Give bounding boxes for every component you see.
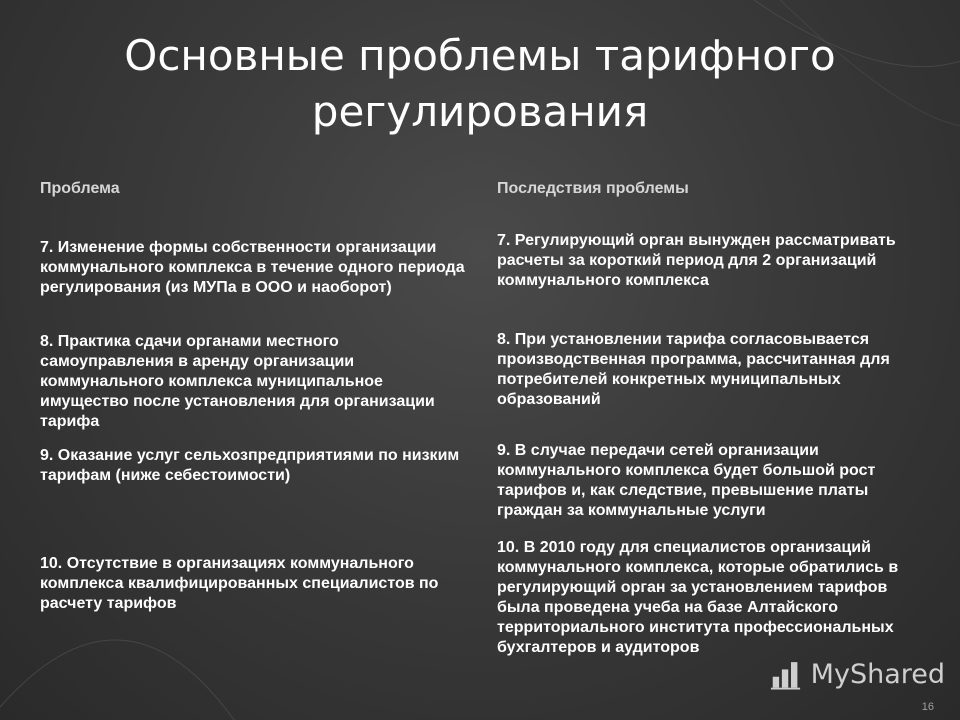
problem-item-7: 7. Изменение формы собственности организации коммунального комплекса в течение одного периода регулирования (из МУПа в ООО и наоборот) [40,239,465,296]
watermark-logo [770,653,945,695]
consequence-item-9: 9. В случае передачи сетей организации коммунального комплекса будет большой рост тарифов и, как следствие, превышение платы граждан за коммунальные услуги [497,442,876,519]
problem-item-9: 9. Оказание услуг сельхозпредприятиями по низким тарифам (ниже себестоимости) [40,447,460,484]
consequence-item-7: 7. Регулирующий орган вынужден рассматривать расчеты за короткий период для 2 организаций коммунального комплекса [497,232,896,289]
problem-item-10: 10. Отсутствие в организациях коммунального комплекса квалифицированных специалистов по расчету тарифов [40,555,439,612]
column-header-consequence: Последствия проблемы [497,180,689,197]
bar-chart-icon [770,655,805,693]
page-title: Основные проблемы тарифного регулирования [124,31,836,136]
page-number: 16 [921,701,934,713]
problem-item-8: 8. Практика сдачи органами местного самоуправления в аренду организации коммунального комплекса муниципальное имущество после установления для организации тарифа [40,333,435,430]
watermark-text: MyShared [810,658,945,690]
consequence-item-10: 10. В 2010 году для специалистов организаций коммунального комплекса, которые обратились в регулирующий орган за установлением тарифов была проведена учеба на базе Алтайского территориального института профессиональных бухгалтеров и аудиторов [497,539,899,656]
column-header-problem: Проблема [40,180,120,197]
consequence-item-8: 8. При установлении тарифа согласовывается производственная программа, рассчитанная для потребителей конкретных муниципальных образований [497,331,890,408]
